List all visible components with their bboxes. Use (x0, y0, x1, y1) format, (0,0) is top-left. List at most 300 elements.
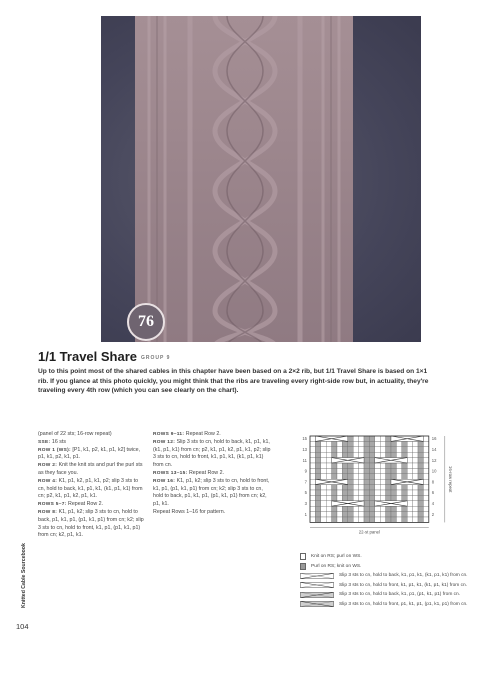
purl-cell (369, 436, 374, 441)
knit-cell (359, 441, 364, 446)
purl-cell (342, 495, 347, 500)
purl-cell (369, 506, 374, 511)
stitch-chart (296, 431, 471, 546)
knit-cell (326, 441, 331, 446)
purl-cell (369, 458, 374, 463)
knit-cell (353, 447, 358, 452)
row-number: 3 (304, 501, 307, 506)
knit-cell (326, 506, 331, 511)
knit-cell (326, 512, 331, 517)
instruction-row-label: ROWS 13–15: (153, 470, 188, 476)
purl-cell (342, 490, 347, 495)
knit-cell (407, 468, 412, 473)
row-number: 4 (431, 501, 435, 506)
knit-cell (375, 512, 380, 517)
knit-cell (396, 447, 401, 452)
purl-cell (364, 517, 369, 522)
knit-cell (396, 463, 401, 468)
repeat-label: 16-row repeat (447, 465, 453, 493)
purl-cell (386, 517, 391, 522)
legend-text: Purl on RS; knit on WS. (311, 563, 362, 569)
purl-cell (391, 512, 396, 517)
purl-cell (402, 441, 407, 446)
knit-cell (353, 463, 358, 468)
purl-cell (348, 495, 353, 500)
pattern-number-badge: 76 (127, 303, 165, 341)
legend-item (300, 581, 472, 591)
knit-cell (310, 463, 315, 468)
knit-cell (353, 474, 358, 479)
knit-cell (326, 468, 331, 473)
knit-cell (413, 447, 418, 452)
knit-cell (326, 447, 331, 452)
instruction-text: [P1, k1, p2, k1, p1, k2] twice, p1, k1, p2, k1, p1. (38, 446, 141, 461)
row-number: 13 (302, 447, 307, 452)
purl-cell (391, 447, 396, 452)
legend-item (300, 590, 472, 600)
purl-cell (402, 485, 407, 490)
purl-cell (369, 490, 374, 495)
knit-cell (337, 485, 342, 490)
purl-cell (391, 474, 396, 479)
group-label: GROUP 9 (141, 354, 171, 361)
purl-cell (391, 468, 396, 473)
knit-cell (423, 447, 428, 452)
knit-cell (375, 474, 380, 479)
pattern-name: 1/1 Travel Share (38, 349, 138, 364)
purl-cell (315, 474, 320, 479)
knit-cell (321, 506, 326, 511)
purl-cell (391, 490, 396, 495)
instruction-text: Repeat Row 2. (184, 431, 221, 437)
knit-cell (407, 474, 412, 479)
knit-cell (380, 441, 385, 446)
knit-cell (407, 490, 412, 495)
knit-cell (375, 441, 380, 446)
knit-cell (310, 512, 315, 517)
knit-cell (380, 447, 385, 452)
purl-cell (402, 447, 407, 452)
knit-cell (359, 479, 364, 484)
instruction-row-label: ROW 8: (38, 509, 58, 515)
purl-cell (391, 485, 396, 490)
purl-cell (386, 463, 391, 468)
legend-text: Slip 3 sts to cn, hold to front, k1, p1, k1, (k1, p1, k1) from cn. (339, 582, 467, 588)
purl-cell (332, 447, 337, 452)
knit-cell (380, 512, 385, 517)
purl-cell (391, 441, 396, 446)
knit-cell (353, 512, 358, 517)
knit-cell (396, 485, 401, 490)
purl-cell (369, 495, 374, 500)
purl-cell (315, 490, 320, 495)
knit-cell (321, 447, 326, 452)
purl-cell (315, 441, 320, 446)
purl-cell (348, 479, 353, 484)
cable-3-3-rc-icon (300, 573, 334, 579)
knit-cell (321, 474, 326, 479)
instruction-text: K1, p1, k2; slip 3 sts to cn, hold to back, p1, k1, p1, (p1, k1, p1) from cn; k2; slip 3 sts to cn, hold to front, k1, p1, (p1, k1, p1) from cn; k2, p1, k1. (38, 508, 144, 539)
knit-cell (413, 490, 418, 495)
instruction-row-label: ROW 4: (38, 478, 58, 484)
knit-cell (353, 452, 358, 457)
purl-cell (348, 490, 353, 495)
knit-cell (310, 436, 315, 441)
knit-cell (380, 474, 385, 479)
knit-cell (423, 501, 428, 506)
knit-cell (423, 452, 428, 457)
instruction-text: Knit the knit sts and purl the purl sts as they face you. (38, 462, 143, 476)
knit-cell (375, 506, 380, 511)
purl-cell (369, 452, 374, 457)
knit-cell (353, 441, 358, 446)
purl-cell (315, 501, 320, 506)
cable-3-3-rpc-icon (300, 592, 334, 598)
knit-cell (423, 512, 428, 517)
knit-cell (413, 512, 418, 517)
instructions-right (153, 431, 271, 517)
knit-cell (375, 485, 380, 490)
purl-cell (364, 501, 369, 506)
purl-cell (342, 463, 347, 468)
knit-cell (423, 479, 428, 484)
purl-cell (315, 512, 320, 517)
knit-cell (396, 506, 401, 511)
purl-cell (369, 468, 374, 473)
knit-cell (359, 452, 364, 457)
knit-cell (380, 506, 385, 511)
purl-cell (364, 458, 369, 463)
legend-item (300, 562, 472, 572)
cable-3-3-lpc-icon (300, 601, 334, 607)
row-number: 12 (431, 457, 437, 463)
knit-cell (337, 495, 342, 500)
purl-cell (402, 495, 407, 500)
instruction-line (153, 509, 271, 517)
knit-cell (396, 512, 401, 517)
purl-cell (332, 463, 337, 468)
purl-cell (364, 463, 369, 468)
purl-cell (332, 495, 337, 500)
purl-cell (369, 447, 374, 452)
purl-cell (402, 468, 407, 473)
instruction-line (38, 439, 146, 447)
purl-cell (418, 463, 423, 468)
instruction-line (38, 462, 146, 478)
purl-cell (315, 458, 320, 463)
legend-item (300, 552, 472, 562)
chart-legend (311, 552, 472, 609)
purl-cell (418, 441, 423, 446)
knit-cell (407, 501, 412, 506)
knit-cell (413, 517, 418, 522)
instruction-text: K1, p1, k2; slip 3 sts to cn, hold to front, k1, p1, (p1, k1, p1) from cn; k2; slip 3 sts to cn, hold to back, p1, k1, p1, (p1, k1, p1) from cn; k2, p1, k1. (153, 477, 270, 508)
purl-cell (418, 501, 423, 506)
purl-cell (386, 441, 391, 446)
knit-cell (407, 506, 412, 511)
purl-cell (402, 452, 407, 457)
knit-cell (396, 490, 401, 495)
knit-cell (380, 517, 385, 522)
knit-cell (407, 463, 412, 468)
knit-cell (321, 463, 326, 468)
instruction-text: (panel of 22 sts; 16-row repeat) (38, 431, 112, 437)
knit-cell (380, 485, 385, 490)
legend-text: Slip 3 sts to cn, hold to back, k1, p1, k1, (k1, p1, k1) from cn. (339, 573, 468, 579)
intro-paragraph: Up to this point most of the shared cables in this chapter have been based on a 2×2 rib, but 1/1 Travel Share is based on 1×1 rib. If you glance at this photo quickly, you might think that the ribs are traveling every right-side row but, in actuality, they're traveling every 4th row (which you can see clearly on the chart). (38, 368, 429, 395)
knit-cell (326, 517, 331, 522)
instruction-row-label: ROWS 5–7: (38, 502, 67, 508)
purl-cell (342, 517, 347, 522)
purl-cell (364, 468, 369, 473)
knit-cell (423, 458, 428, 463)
knit-cell (353, 485, 358, 490)
row-number: 10 (431, 468, 437, 474)
knit-cell (310, 506, 315, 511)
instruction-text: Slip 3 sts to cn, hold to back, k1, p1, k1, (k1, p1, k1) from cn; p2, k1, p1, k2, p1, k1, p2; slip 3 sts to cn, hold to front, k1, p1, k1, (k1, p1, k1) from cn. (153, 438, 271, 469)
knit-cell (380, 479, 385, 484)
knit-cell (423, 468, 428, 473)
knit-cell (310, 495, 315, 500)
knit-cell (423, 441, 428, 446)
knit-cell (337, 452, 342, 457)
purl-cell (348, 436, 353, 441)
knit-cell (310, 501, 315, 506)
swatch-photo (101, 16, 421, 342)
knit-cell (375, 436, 380, 441)
knit-cell (310, 458, 315, 463)
knit-cell (326, 474, 331, 479)
row-number: 9 (304, 468, 307, 474)
knit-cell (375, 447, 380, 452)
purl-cell (315, 506, 320, 511)
knit-cell (413, 463, 418, 468)
knit-cell (423, 463, 428, 468)
purl-cell (402, 474, 407, 479)
purl-cell (418, 495, 423, 500)
purl-cell (315, 447, 320, 452)
purl-cell (342, 447, 347, 452)
knit-cell (423, 436, 428, 441)
instructions-left (38, 431, 146, 540)
knit-cell (353, 517, 358, 522)
instruction-text: Repeat Rows 1–16 for pattern. (153, 508, 226, 515)
knit-cell (407, 452, 412, 457)
cable-texture (135, 16, 353, 342)
purl-cell (364, 447, 369, 452)
instruction-line (153, 470, 271, 478)
legend-text: Slip 3 sts to cn, hold to back, k1, p1, (p1, k1, p1) from cn. (339, 592, 461, 598)
row-number: 7 (304, 479, 307, 485)
knit-cell (310, 479, 315, 484)
knit-cell (359, 490, 364, 495)
knit-cell (353, 436, 358, 441)
purl-cell (386, 506, 391, 511)
knit-cell (321, 490, 326, 495)
legend-item (300, 571, 472, 581)
knit-cell (337, 447, 342, 452)
knit-cell (375, 479, 380, 484)
knit-cell (337, 517, 342, 522)
purl-cell (386, 490, 391, 495)
purl-cell (315, 452, 320, 457)
spine-title: Knitted Cable Sourcebook (21, 543, 27, 608)
knit-cell (337, 441, 342, 446)
purl-cell (348, 452, 353, 457)
instruction-text: 16 sts (50, 438, 67, 445)
knit-cell (337, 468, 342, 473)
purl-cell (402, 512, 407, 517)
purl-cell (348, 474, 353, 479)
purl-cell (315, 495, 320, 500)
knit-cell (423, 495, 428, 500)
purl-cell (332, 512, 337, 517)
purl-cell (364, 441, 369, 446)
purl-cell (332, 517, 337, 522)
knit-cell (337, 463, 342, 468)
purl-cell (332, 474, 337, 479)
purl-cell (369, 479, 374, 484)
purl-cell (402, 506, 407, 511)
knit-cell (407, 485, 412, 490)
instruction-line (153, 431, 271, 439)
knit-cell (337, 506, 342, 511)
knit-cell (337, 474, 342, 479)
purl-cell (364, 506, 369, 511)
knit-cell (423, 490, 428, 495)
knit-cell (413, 452, 418, 457)
panel-label: 22-st panel (358, 529, 381, 535)
purl-cell (402, 463, 407, 468)
knit-cell (396, 441, 401, 446)
knit-cell (380, 490, 385, 495)
purl-cell (386, 512, 391, 517)
purl-cell (332, 468, 337, 473)
purl-cell (342, 452, 347, 457)
knit-cell (407, 517, 412, 522)
page-number: 104 (16, 622, 29, 631)
knit-cell (423, 474, 428, 479)
purl-cell (369, 485, 374, 490)
purl-cell (364, 495, 369, 500)
purl-cell (369, 517, 374, 522)
purl-cell (364, 474, 369, 479)
purl-cell (348, 512, 353, 517)
knit-cell (407, 447, 412, 452)
purl-cell (315, 517, 320, 522)
knit-cell (321, 485, 326, 490)
purl-cell (364, 490, 369, 495)
instruction-line (38, 478, 146, 501)
purl-cell (418, 474, 423, 479)
purl-cell (391, 517, 396, 522)
purl-cell (342, 474, 347, 479)
knit-cell (396, 468, 401, 473)
purl-cell (348, 441, 353, 446)
knit-cell (423, 485, 428, 490)
instruction-row-label: ROW 12: (153, 439, 176, 445)
knit-cell (359, 495, 364, 500)
purl-cell (315, 463, 320, 468)
knit-cell (380, 436, 385, 441)
knit-cell (359, 447, 364, 452)
purl-cell (332, 485, 337, 490)
row-number: 16 (431, 436, 437, 442)
instruction-row-label: ROW 2: (38, 463, 58, 469)
knit-box-icon (300, 553, 306, 560)
purl-cell (315, 468, 320, 473)
purl-cell (342, 512, 347, 517)
instruction-text: K1, p1, k2, p1, k1, p2; slip 3 sts to cn, hold to back, k1, p1, k1, (k1, p1, k1) from cn; p2, k1, p1, k2, p1, k1. (38, 477, 143, 500)
purl-cell (386, 452, 391, 457)
purl-cell (418, 512, 423, 517)
instruction-line (38, 431, 146, 439)
knit-cell (310, 485, 315, 490)
knit-cell (321, 512, 326, 517)
purl-cell (391, 452, 396, 457)
purl-box-icon (300, 563, 306, 570)
purl-cell (402, 517, 407, 522)
knit-cell (326, 463, 331, 468)
purl-cell (418, 506, 423, 511)
knit-cell (359, 463, 364, 468)
purl-cell (386, 474, 391, 479)
purl-cell (369, 441, 374, 446)
purl-cell (391, 495, 396, 500)
knit-cell (413, 468, 418, 473)
instruction-row-label: SSE: (38, 439, 51, 445)
knit-cell (407, 495, 412, 500)
knit-cell (321, 452, 326, 457)
chart-grid (296, 431, 471, 541)
purl-cell (342, 506, 347, 511)
knit-cell (310, 474, 315, 479)
instruction-line (153, 478, 271, 509)
knit-cell (380, 495, 385, 500)
knit-cell (407, 441, 412, 446)
knit-cell (380, 468, 385, 473)
knit-cell (353, 479, 358, 484)
row-number: 6 (431, 490, 435, 496)
purl-cell (348, 468, 353, 473)
knit-cell (396, 474, 401, 479)
purl-cell (391, 463, 396, 468)
purl-cell (364, 479, 369, 484)
purl-cell (348, 485, 353, 490)
knit-cell (310, 517, 315, 522)
purl-cell (342, 485, 347, 490)
knit-cell (413, 458, 418, 463)
purl-cell (369, 501, 374, 506)
knit-cell (359, 474, 364, 479)
knit-cell (321, 441, 326, 446)
knit-cell (353, 490, 358, 495)
knit-cell (359, 468, 364, 473)
purl-cell (369, 512, 374, 517)
knit-cell (326, 490, 331, 495)
row-number: 15 (302, 436, 307, 442)
row-number: 2 (431, 511, 435, 517)
knit-cell (413, 474, 418, 479)
purl-cell (386, 495, 391, 500)
knit-cell (375, 468, 380, 473)
knit-cell (413, 441, 418, 446)
instruction-line (38, 447, 146, 463)
knit-cell (375, 463, 380, 468)
purl-cell (418, 468, 423, 473)
knit-cell (321, 468, 326, 473)
row-number: 5 (304, 490, 307, 496)
